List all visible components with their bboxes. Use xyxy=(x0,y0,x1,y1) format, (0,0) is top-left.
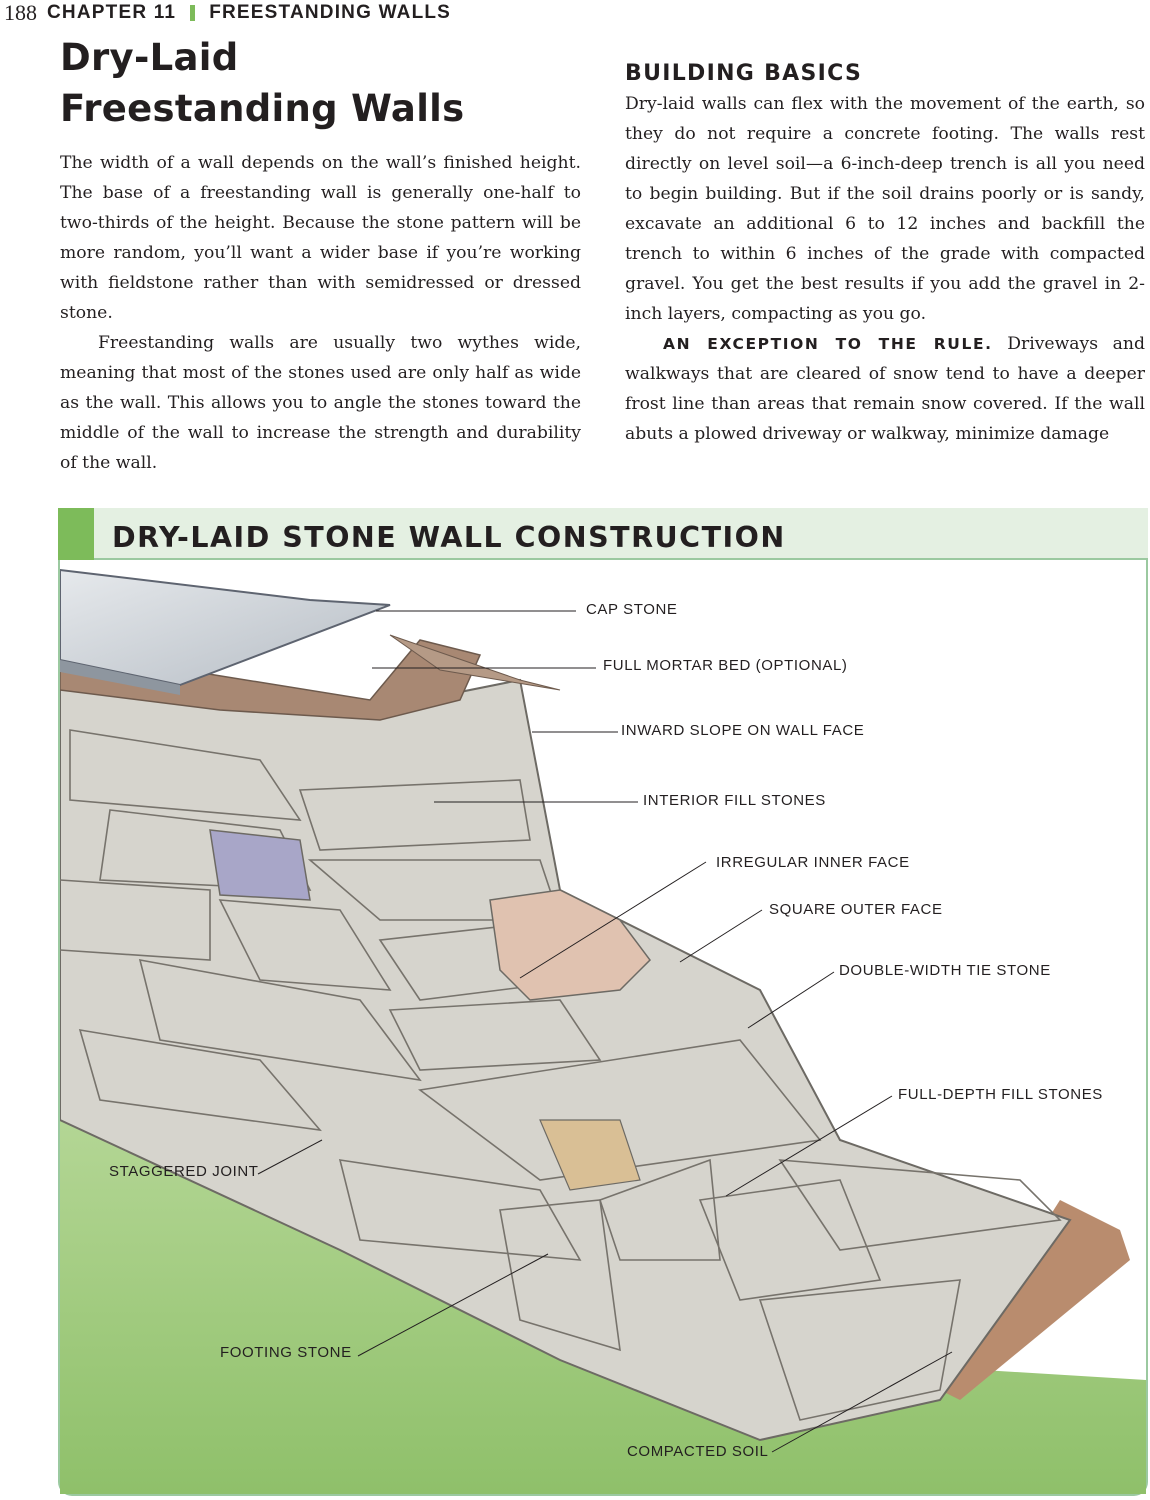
label-cap-stone: CAP STONE xyxy=(586,601,678,618)
label-tie-stone: DOUBLE-WIDTH TIE STONE xyxy=(839,962,1051,979)
right-column xyxy=(625,59,1145,449)
left-column xyxy=(60,148,581,478)
label-irregular-inner-face: IRREGULAR INNER FACE xyxy=(716,854,910,871)
label-footing-stone: FOOTING STONE xyxy=(220,1344,352,1361)
right-paragraph-2 xyxy=(625,329,1145,449)
title-line-1: Dry-Laid xyxy=(60,36,239,79)
label-mortar-bed: FULL MORTAR BED (OPTIONAL) xyxy=(603,657,848,674)
section-label: FREESTANDING WALLS xyxy=(209,2,452,23)
right-paragraph-1: Dry-laid walls can flex with the movement of the earth, so they do not require a concrete footing. The walls rest directly on level soil—a 6-inch-deep trench is all you need to begin building. But if the soil drains poorly or is sandy, excavate an additional 6 to 12 inches and backfill the trench to within 6 inches of the grade with compacted gravel. You get the best results if you add the gravel in 2-inch layers, compacting as you go. xyxy=(625,94,1145,324)
label-compacted-soil: COMPACTED SOIL xyxy=(627,1443,769,1460)
label-interior-fill: INTERIOR FILL STONES xyxy=(643,792,826,809)
cap-stone xyxy=(60,570,390,685)
building-basics-heading: BUILDING BASICS xyxy=(625,61,863,86)
separator-bar xyxy=(190,5,195,21)
right-paragraph-2-text: Driveways and walkways that are cleared of snow tend to have a deeper frost line than areas that remain snow covered. If the wall abuts a plowed driveway or walkway, minimize damage xyxy=(625,334,1145,444)
label-inward-slope: INWARD SLOPE ON WALL FACE xyxy=(621,722,865,739)
green-tab xyxy=(58,508,94,560)
left-paragraph-1: The width of a wall depends on the wall’s finished height. The base of a freestanding wall is generally one-half to two-thirds of the height. Because the stone pattern will be more random, you’ll want a wider base if you’re working with fieldstone rather than with semidressed or dressed stone. xyxy=(60,153,581,323)
square-outer-face-stone xyxy=(490,890,650,1000)
left-paragraph-2: Freestanding walls are usually two wythes wide, meaning that most of the stones used are only half as wide as the wall. This allows you to angle the stones toward the middle of the wall to increase the strength and durability of the wall. xyxy=(60,333,581,473)
figure-title: DRY-LAID STONE WALL CONSTRUCTION xyxy=(112,521,786,554)
label-full-depth-fill: FULL-DEPTH FILL STONES xyxy=(898,1086,1103,1103)
label-square-outer-face: SQUARE OUTER FACE xyxy=(769,901,943,918)
title-line-2: Freestanding Walls xyxy=(60,87,465,130)
chapter-label: CHAPTER 11 xyxy=(47,2,177,23)
page-number: 188 xyxy=(4,0,37,25)
runin-heading: AN EXCEPTION TO THE RULE. xyxy=(663,335,993,353)
label-staggered-joint: STAGGERED JOINT xyxy=(109,1163,259,1180)
running-head xyxy=(4,0,451,26)
purple-stone xyxy=(210,830,310,900)
article-title xyxy=(60,32,580,134)
